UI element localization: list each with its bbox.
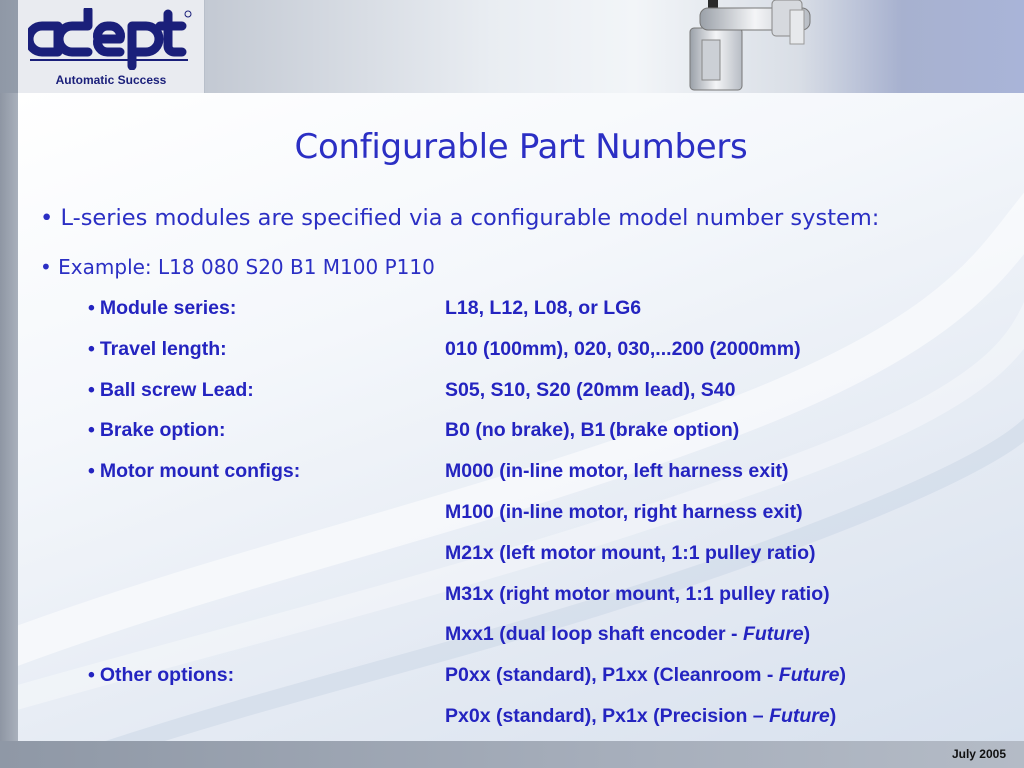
bullet-example xyxy=(40,255,435,279)
spec-value xyxy=(445,705,836,728)
spec-row xyxy=(88,297,988,338)
spec-label xyxy=(88,664,234,687)
spec-row xyxy=(88,419,988,460)
slide-header xyxy=(0,0,1024,93)
bullet-dot: • xyxy=(88,337,95,360)
spec-label xyxy=(88,460,300,483)
bullet-dot: • xyxy=(88,664,95,687)
bullet-example-text: Example: L18 080 S20 B1 M100 P110 xyxy=(58,255,435,279)
left-strip xyxy=(0,0,18,768)
spec-label-text: Travel length: xyxy=(99,337,227,360)
spec-value-emphasis: Future xyxy=(769,704,830,727)
spec-value xyxy=(445,664,846,687)
logo-tagline: Automatic Success xyxy=(55,73,167,87)
spec-label-text: Ball screw Lead: xyxy=(99,378,254,401)
spec-row xyxy=(88,705,988,741)
spec-label xyxy=(88,379,254,402)
spec-row xyxy=(88,460,988,501)
spec-row xyxy=(88,583,988,624)
spec-value: M21x (left motor mount, 1:1 pulley ratio) xyxy=(445,541,816,564)
spec-row xyxy=(88,542,988,583)
spec-row xyxy=(88,379,988,420)
spec-row xyxy=(88,664,988,705)
bullet-dot: • xyxy=(88,297,95,319)
spec-row xyxy=(88,501,988,542)
spec-value: M100 (in-line motor, right harness exit) xyxy=(445,500,803,523)
spec-value: 010 (100mm), 020, 030,...200 (2000mm) xyxy=(445,337,801,360)
footer-date: July 2005 xyxy=(951,747,1006,761)
bullet-intro-text: L-series modules are specified via a configurable model number system: xyxy=(60,205,880,231)
spec-value xyxy=(445,623,810,646)
spec-value-emphasis: Future xyxy=(778,664,840,687)
spec-value-text: ) xyxy=(829,704,837,727)
slide-footer xyxy=(0,741,1024,768)
bullet-dot: • xyxy=(88,378,95,401)
spec-label xyxy=(88,297,236,320)
scara-robot-image xyxy=(660,0,820,93)
spec-label-text: Brake option: xyxy=(99,419,226,442)
spec-value: S05, S10, S20 (20mm lead), S40 xyxy=(445,378,736,401)
slide-title: Configurable Part Numbers xyxy=(294,127,748,167)
spec-value: L18, L12, L08, or LG6 xyxy=(445,297,642,319)
spec-list xyxy=(88,297,988,741)
spec-value-text: Mxx1 (dual loop shaft encoder - xyxy=(445,623,743,646)
logo xyxy=(18,0,205,93)
bullet-dot: • xyxy=(40,205,61,231)
bullet-dot: • xyxy=(88,419,95,442)
bullet-intro xyxy=(40,205,879,231)
spec-value-text: ) xyxy=(803,623,811,646)
spec-value: B0 (no brake), B1 (brake option) xyxy=(445,419,740,442)
adept-logo-icon xyxy=(28,8,193,70)
spec-value: M000 (in-line motor, left harness exit) xyxy=(445,460,789,483)
spec-label-text: Motor mount configs: xyxy=(99,460,301,483)
spec-label xyxy=(88,338,227,361)
spec-value: M31x (right motor mount, 1:1 pulley ratio) xyxy=(445,582,830,605)
spec-value-emphasis: Future xyxy=(742,623,804,646)
spec-value-text: P0xx (standard), P1xx (Cleanroom - xyxy=(445,664,779,687)
spec-value-text: ) xyxy=(839,664,846,687)
spec-label xyxy=(88,419,226,442)
spec-row xyxy=(88,623,988,664)
spec-row xyxy=(88,338,988,379)
spec-label-text: Module series: xyxy=(99,297,237,319)
slide-body xyxy=(18,93,1024,741)
spec-label-text: Other options: xyxy=(99,664,235,687)
spec-value-text: Px0x (standard), Px1x (Precision – xyxy=(445,704,770,727)
bullet-dot: • xyxy=(40,255,59,279)
bullet-dot: • xyxy=(88,460,95,483)
